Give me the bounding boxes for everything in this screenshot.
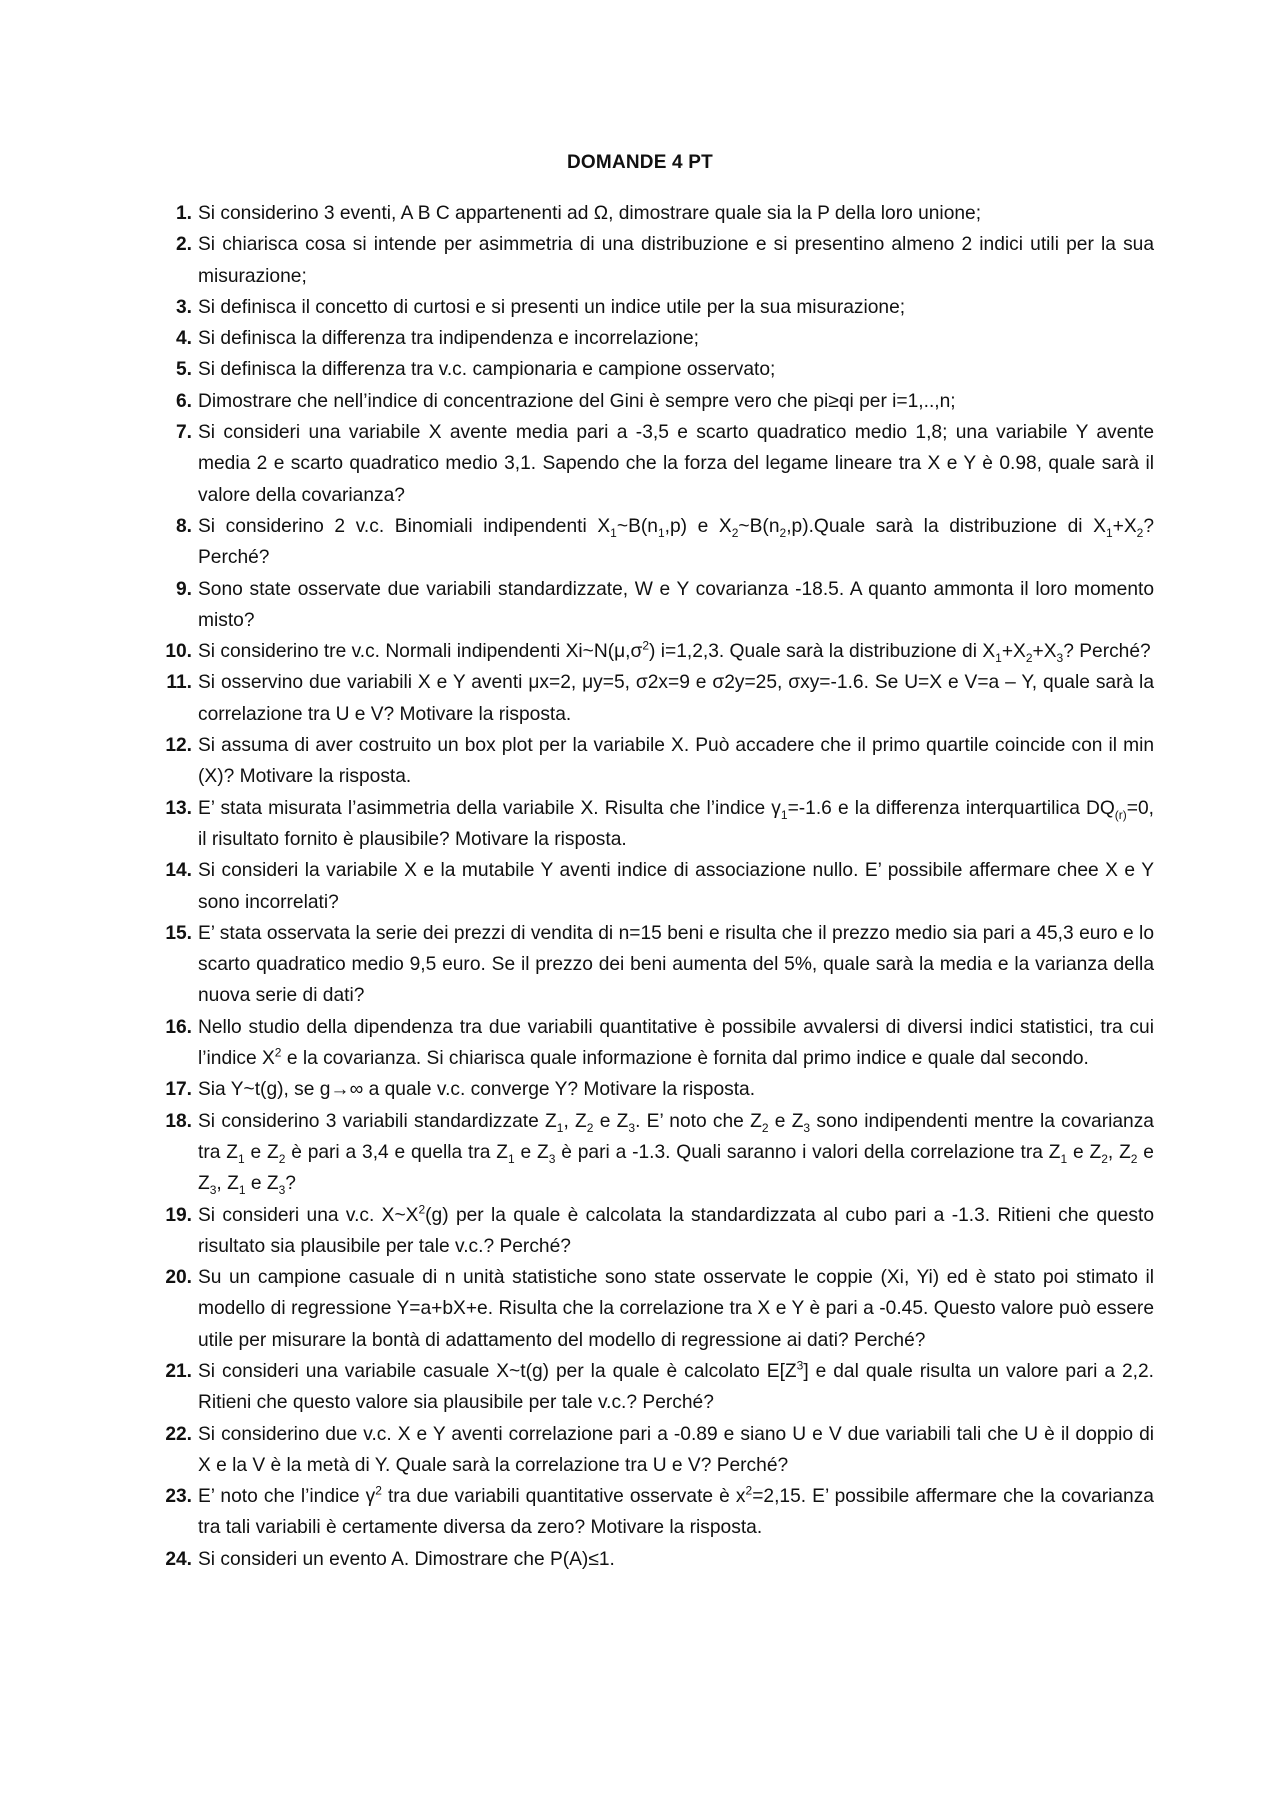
question-text: Si consideri la variabile X e la mutabile Y aventi indice di associazione nullo. E’ possibile affermare chee X e Y sono incorrelati? bbox=[198, 860, 1154, 913]
question-item bbox=[152, 1262, 1154, 1356]
question-number: 10. bbox=[165, 641, 192, 663]
question-number: 17. bbox=[165, 1079, 192, 1101]
page-title: DOMANDE 4 PT bbox=[567, 152, 713, 173]
question-text: Si consideri una variabile casuale X~t(g) per la quale è calcolato $E[Z^3]$ e dal quale risulta un valore pari a 2,2. Ritieni che questo valore sia plausibile per tale v.c.? Perché? bbox=[198, 1358, 1154, 1414]
question-number: 11. bbox=[166, 672, 192, 694]
question-text: Si considerino due v.c. X e Y aventi correlazione pari a -0.89 e siano U e V due variabili tali che U è il doppio di X e la V è la metà di Y. Quale sarà la correlazione tra U e V? Perché? bbox=[198, 1423, 1154, 1476]
question-text: Si chiarisca cosa si intende per asimmetria di una distribuzione e si presentino almeno 2 indici utili per la sua misurazione; bbox=[198, 234, 1154, 287]
question-text: Sia Y~t(g), se g→∞ a quale v.c. converge Y? Motivare la risposta. bbox=[198, 1079, 756, 1101]
question-number: 22. bbox=[165, 1423, 192, 1445]
question-item bbox=[152, 354, 1154, 385]
question-text: Si definisca la differenza tra v.c. campionaria e campione osservato; bbox=[198, 359, 776, 381]
question-text: Si consideri un evento A. Dimostrare che P(A)≤1. bbox=[198, 1548, 615, 1570]
question-item bbox=[152, 386, 1154, 417]
question-item bbox=[152, 511, 1154, 574]
question-item bbox=[152, 730, 1154, 793]
question-text: Si consideri una v.c. $X\sim X^2(g)$ per la quale è calcolata la standardizzata al cubo pari a -1.3. Ritieni che questo risultato sia plausibile per tale v.c.? Perché? bbox=[198, 1202, 1154, 1257]
question-item bbox=[152, 918, 1154, 1012]
question-number: 15. bbox=[165, 922, 192, 944]
question-item bbox=[152, 1106, 1154, 1200]
question-item bbox=[152, 198, 1154, 229]
question-item bbox=[152, 417, 1154, 511]
question-text: E’ noto che l’indice $\gamma^2$ tra due variabili quantitative osservate è $x^2=2,15$. E’ possibile affermare che la covarianza tra tali variabili è certamente diversa da zero? Motivare la risposta. bbox=[198, 1483, 1154, 1539]
question-item bbox=[152, 1356, 1154, 1419]
question-number: 9. bbox=[175, 578, 192, 600]
question-item bbox=[152, 1481, 1154, 1544]
question-text: Si definisca il concetto di curtosi e si presenti un indice utile per la sua misurazione; bbox=[198, 296, 906, 318]
question-item bbox=[152, 292, 1154, 323]
question-text: Su un campione casuale di n unità statistiche sono state osservate le coppie (Xi, Yi) ed è stato poi stimato il modello di regressione Y=a+bX+e. Risulta che la correlazione tra X e Y è pari a -0.45. Questo valore può essere utile per misurare la bontà di adattamento del modello di regressione ai dati? Perché? bbox=[198, 1267, 1154, 1351]
question-number: 13. bbox=[165, 797, 192, 819]
question-text: Si considerino 2 v.c. Binomiali indipendenti $X_1\sim B(n_1,p)$ e $X_2\sim B(n_2,p).Quale$ sarà la distribuzione di $X_1+X_2$? Perché? bbox=[198, 515, 1155, 569]
question-text: Si considerino tre v.c. Normali indipendenti $Xi\sim N(\mu,\sigma^2)$ i=1,2,3. Quale sarà la distribuzione di $X_1+X_2+X_3$? Perché? bbox=[198, 638, 1151, 665]
question-number: 16. bbox=[165, 1016, 192, 1038]
question-item bbox=[152, 574, 1154, 637]
question-number: 8. bbox=[175, 515, 192, 537]
question-number: 7. bbox=[175, 422, 192, 444]
question-text: E’ stata osservata la serie dei prezzi di vendita di n=15 beni e risulta che il prezzo medio sia pari a 45,3 euro e lo scarto quadratico medio 9,5 euro. Se il prezzo dei beni aumenta del 5%, quale sarà la media e la varianza della nuova serie di dati? bbox=[198, 922, 1154, 1007]
question-number: 6. bbox=[175, 390, 192, 412]
question-number: 24. bbox=[165, 1548, 192, 1570]
question-item bbox=[152, 1419, 1154, 1482]
question-item bbox=[152, 323, 1154, 354]
question-text: Si assuma di aver costruito un box plot per la variabile X. Può accadere che il primo quartile coincide con il min (X)? Motivare la risposta. bbox=[198, 735, 1154, 788]
question-number: 2. bbox=[175, 234, 192, 256]
question-text: Sono state osservate due variabili standardizzate, W e Y covarianza -18.5. A quanto ammonta il loro momento misto? bbox=[198, 578, 1154, 631]
question-text: Si considerino 3 variabili standardizzate $Z_1$, $Z_2$ e $Z_3$. E’ noto che $Z_2$ e $Z_3$ sono indipendenti mentre la covarianza tra $Z_1$ e $Z_2$ è pari a 3,4 e quella tra $Z_1$ e $Z_3$ è pari a -1.3. Quali saranno i valori della correlazione tra $Z_1$ e $Z_2$, $Z_2$ e $Z_3$, $Z_1$ e $Z_3$? bbox=[198, 1110, 1154, 1198]
question-item bbox=[152, 1200, 1154, 1263]
question-number: 14. bbox=[165, 860, 192, 882]
question-number: 1. bbox=[175, 203, 192, 224]
question-item bbox=[152, 1074, 1154, 1105]
question-item bbox=[152, 855, 1154, 918]
question-item bbox=[152, 793, 1154, 856]
question-number: 12. bbox=[165, 735, 192, 757]
question-number: 23. bbox=[165, 1486, 192, 1508]
question-number: 21. bbox=[165, 1360, 192, 1382]
question-text: Nello studio della dipendenza tra due variabili quantitative è possibile avvalersi di diversi indici statistici, tra cui l’indice $X^2$ e la covarianza. Si chiarisca quale informazione è fornita dal primo indice e quale dal secondo. bbox=[198, 1016, 1154, 1070]
question-text: Si considerino 3 eventi, A B C appartenenti ad Ω, dimostrare quale sia la P della loro unione; bbox=[198, 203, 982, 224]
question-item bbox=[152, 1012, 1154, 1075]
question-text: Si definisca la differenza tra indipendenza e incorrelazione; bbox=[198, 328, 699, 350]
question-number: 18. bbox=[165, 1110, 192, 1132]
question-list bbox=[152, 198, 1154, 1575]
question-text: E’ stata misurata l’asimmetria della variabile X. Risulta che l’indice $\gamma_1=-1.6$ e la differenza interquartilica $DQ_{(r)}=0$, il risultato fornito è plausibile? Motivare la risposta. bbox=[198, 797, 1155, 850]
question-number: 20. bbox=[165, 1267, 192, 1289]
question-item bbox=[152, 1544, 1154, 1575]
question-number: 3. bbox=[175, 296, 192, 318]
question-number: 4. bbox=[175, 328, 192, 350]
question-item bbox=[152, 636, 1154, 667]
question-text: Si osservino due variabili X e Y aventi μx=2, μy=5, σ2x=9 e σ2y=25, σxy=-1.6. Se U=X e V=a – Y, quale sarà la correlazione tra U e V? Motivare la risposta. bbox=[198, 672, 1154, 725]
question-number: 19. bbox=[165, 1204, 192, 1226]
question-number: 5. bbox=[175, 359, 192, 381]
question-text: Si consideri una variabile X avente media pari a -3,5 e scarto quadratico medio 1,8; una variabile Y avente media 2 e scarto quadratico medio 3,1. Sapendo che la forza del legame lineare tra X e Y è 0.98, quale sarà il valore della covarianza? bbox=[198, 422, 1154, 506]
question-item bbox=[152, 229, 1154, 292]
question-item bbox=[152, 667, 1154, 730]
question-text: Dimostrare che nell’indice di concentrazione del Gini è sempre vero che pi≥qi per i=1,..,n; bbox=[198, 390, 956, 412]
